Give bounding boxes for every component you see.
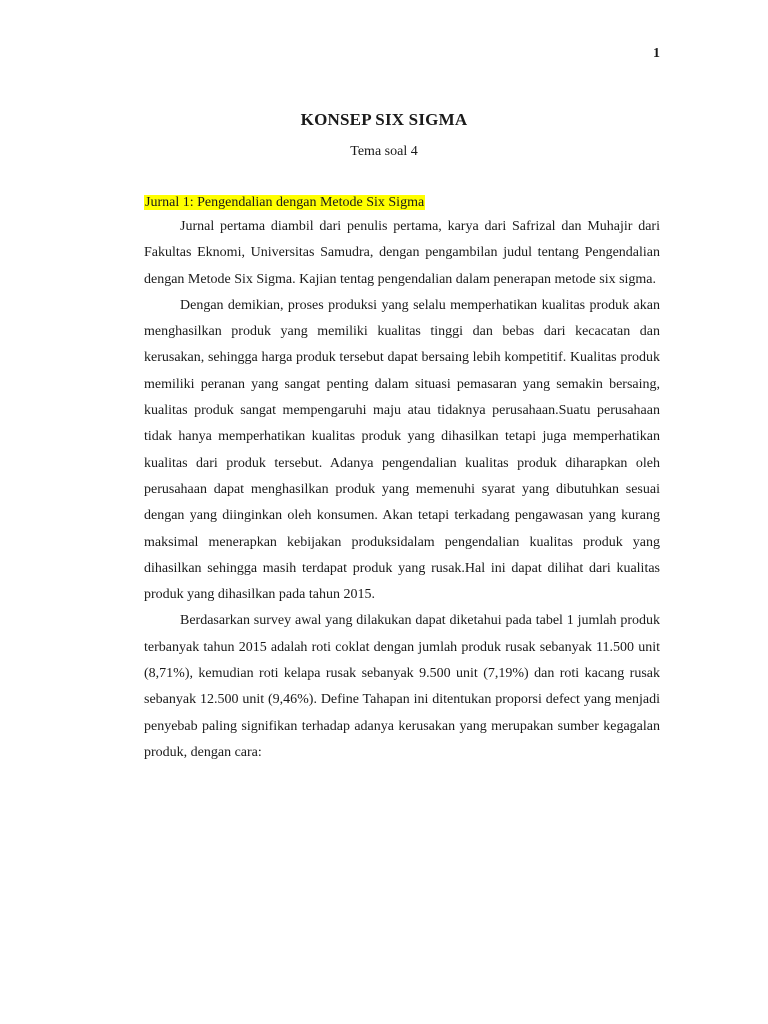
- paragraph-2: Dengan demikian, proses produksi yang selalu memperhatikan kualitas produk akan menghasilkan produk yang memiliki kualitas tinggi dan bebas dari kecacatan dan kerusakan, sehingga harga produk tersebut dapat bersaing lebih kompetitif. Kualitas produk memiliki peranan yang sangat penting dalam situasi pemasaran yang semakin bersaing, kualitas produk sangat mempengaruhi maju atau tidaknya perusahaan.Suatu perusahaan tidak hanya memperhatikan kualitas produk yang dihasilkan tetapi juga memperhatikan kualitas dari produk tersebut. Adanya pengendalian kualitas produk diharapkan oleh perusahaan dapat menghasilkan produk yang memenuhi syarat yang dibutuhkan sesuai dengan yang diinginkan oleh konsumen. Akan tetapi terkadang pengawasan yang kurang maksimal menerapkan kebijakan produksidalam pengendalian kualitas produk yang dihasilkan sehingga masih terdapat produk yang rusak.Hal ini dapat dilihat dari kualitas produk yang dihasilkan pada tahun 2015.: [144, 297, 660, 603]
- paragraph-3: Berdasarkan survey awal yang dilakukan dapat diketahui pada tabel 1 jumlah produk terbanyak tahun 2015 adalah roti coklat dengan jumlah produk rusak sebanyak 11.500 unit (8,71%), kemudian roti kelapa rusak sebanyak 9.500 unit (7,19%) dan roti kacang rusak sebanyak 12.500 unit (9,46%). Define Tahapan ini ditentukan proporsi defect yang menjadi penyebab paling signifikan terhadap adanya kerusakan yang merupakan sumber kegagalan produk, dengan cara:: [144, 613, 660, 760]
- section-heading: [144, 192, 660, 214]
- document-subtitle: Tema soal 4: [350, 144, 418, 159]
- paragraph-1: Jurnal pertama diambil dari penulis pertama, karya dari Safrizal dan Muhajir dari Fakultas Eknomi, Universitas Samudra, dengan pengambilan judul tentang Pengendalian dengan Metode Six Sigma. Kajian tentag pengendalian dalam penerapan metode six sigma.: [144, 219, 660, 287]
- section-heading-text: Jurnal 1: Pengendalian dengan Metode Six Sigma: [145, 195, 425, 210]
- page-number: 1: [653, 46, 660, 61]
- document-title: KONSEP SIX SIGMA: [300, 110, 468, 129]
- document-body: [144, 192, 660, 766]
